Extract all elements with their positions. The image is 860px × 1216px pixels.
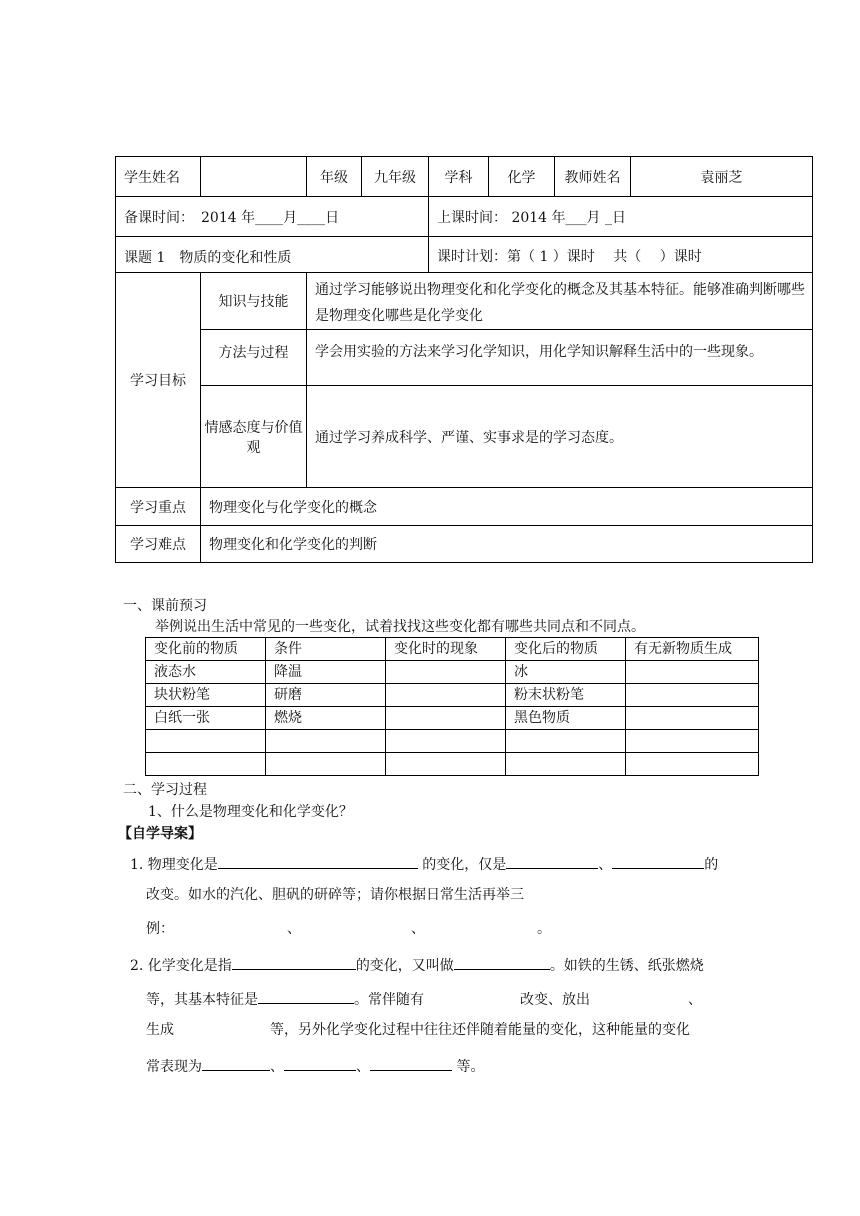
grade-value: 九年级 [362, 157, 429, 197]
physical-change-line-2: 改变。如水的汽化、胆矾的研碎等；请你根据日常生活再举三 [146, 887, 524, 903]
key-point-text: 物理变化与化学变化的概念 [201, 488, 813, 526]
table-cell: 黑色物质 [506, 707, 626, 730]
text-run: 1. 物理变化是 [130, 857, 218, 873]
goal-name-1: 知识与技能 [201, 273, 307, 330]
text-run: 、 [287, 921, 301, 937]
table-cell: 燃烧 [266, 707, 386, 730]
table-cell: 粉末状粉笔 [506, 684, 626, 707]
lesson-info-table [115, 156, 813, 563]
table-cell[interactable] [146, 730, 266, 753]
text-run: 等。 [452, 1059, 485, 1075]
difficult-point-text: 物理变化和化学变化的判断 [201, 526, 813, 563]
self-study-guide-heading: 【自学导案】 [118, 826, 202, 842]
table-cell[interactable] [386, 661, 506, 684]
text-run: 常表现为 [146, 1059, 202, 1075]
table-cell[interactable] [146, 753, 266, 776]
table-row [146, 730, 759, 753]
text-run: 的变化，又叫做 [355, 958, 454, 974]
table-row [146, 753, 759, 776]
difficult-point-label: 学习难点 [116, 526, 201, 563]
table-cell[interactable] [506, 730, 626, 753]
subject-label: 学科 [429, 157, 489, 197]
grade-label: 年级 [307, 157, 362, 197]
table-cell[interactable] [386, 707, 506, 730]
subject-value: 化学 [489, 157, 555, 197]
lesson-topic: 课题 1 物质的变化和性质 [116, 237, 429, 273]
text-run: 改变、放出 [520, 992, 590, 1008]
table-cell[interactable] [266, 730, 386, 753]
goal-text-2: 学会用实验的方法来学习化学知识，用化学知识解释生活中的一些现象。 [307, 330, 813, 386]
fill-blank[interactable] [232, 954, 356, 970]
table-cell: 研磨 [266, 684, 386, 707]
column-header: 有无新物质生成 [626, 638, 759, 661]
lesson-plan: 课时计划：第（ 1 ）课时 共（ ）课时 [429, 237, 813, 273]
text-run: 。如铁的生锈、纸张燃烧 [549, 958, 704, 974]
preview-header-row [146, 638, 759, 661]
student-name-label: 学生姓名 [116, 157, 201, 197]
table-cell[interactable] [626, 753, 759, 776]
fill-blank[interactable] [612, 853, 704, 869]
table-cell: 冰 [506, 661, 626, 684]
prep-time: 备课时间： 2014 年____月____日 [116, 197, 429, 237]
text-run: 、 [356, 1059, 370, 1075]
table-cell[interactable] [626, 707, 759, 730]
column-header: 变化时的现象 [386, 638, 506, 661]
section2-title: 二、学习过程 [123, 782, 207, 798]
table-row [146, 661, 759, 684]
column-header: 变化后的物质 [506, 638, 626, 661]
preview-table [145, 637, 759, 776]
physical-change-line-1 [130, 853, 718, 874]
table-cell[interactable] [386, 684, 506, 707]
table-cell: 块状粉笔 [146, 684, 266, 707]
text-run: 例： [146, 921, 174, 937]
table-cell[interactable] [266, 753, 386, 776]
text-run: 生成 [146, 1022, 174, 1038]
fill-blank[interactable] [202, 1055, 270, 1071]
column-header: 条件 [266, 638, 386, 661]
table-cell[interactable] [626, 684, 759, 707]
text-run: 、 [598, 857, 613, 873]
fill-blank[interactable] [506, 853, 598, 869]
teacher-label: 教师姓名 [555, 157, 631, 197]
fill-blank[interactable] [454, 954, 550, 970]
fill-blank[interactable] [284, 1055, 356, 1071]
table-row [146, 707, 759, 730]
table-cell: 降温 [266, 661, 386, 684]
teacher-value: 袁丽芝 [631, 157, 813, 197]
text-run: 、 [688, 992, 702, 1008]
question-1: 1、什么是物理变化和化学变化？ [148, 804, 353, 820]
chemical-change-line-2 [146, 988, 702, 1009]
section1-instruction: 举例说出生活中常见的一些变化，试着找找这些变化都有哪些共同点和不同点。 [155, 619, 645, 635]
section1-title: 一、课前预习 [123, 598, 207, 614]
table-cell[interactable] [386, 753, 506, 776]
fill-blank[interactable] [370, 1055, 452, 1071]
table-row [146, 684, 759, 707]
table-cell: 白纸一张 [146, 707, 266, 730]
chemical-change-line-4 [146, 1055, 484, 1076]
table-cell[interactable] [386, 730, 506, 753]
fill-blank[interactable] [258, 988, 354, 1004]
column-header: 变化前的物质 [146, 638, 266, 661]
table-cell[interactable] [506, 753, 626, 776]
table-cell: 液态水 [146, 661, 266, 684]
text-run: 。 [537, 921, 551, 937]
goal-name-2: 方法与过程 [201, 330, 307, 386]
text-run: 等，其基本特征是 [146, 992, 258, 1008]
key-point-label: 学习重点 [116, 488, 201, 526]
physical-change-line-3 [146, 920, 551, 938]
text-run: 2. 化学变化是指 [130, 958, 232, 974]
text-run: 、 [270, 1059, 284, 1075]
text-run: 的变化，仅是 [417, 857, 507, 873]
goal-text-3: 通过学习养成科学、严谨、实事求是的学习态度。 [307, 386, 813, 488]
goal-name-3: 情感态度与价值观 [201, 386, 307, 488]
text-run: 。常伴随有 [354, 992, 424, 1008]
student-name-field[interactable] [201, 157, 307, 197]
table-cell[interactable] [626, 661, 759, 684]
text-run: 的 [704, 857, 719, 873]
goal-text-1: 通过学习能够说出物理变化和化学变化的概念及其基本特征。能够准确判断哪些是物理变化哪些是化学变化 [307, 273, 813, 330]
fill-blank[interactable] [218, 853, 418, 869]
text-run: 、 [411, 921, 425, 937]
text-run: 等，另外化学变化过程中往往还伴随着能量的变化，这种能量的变化 [270, 1022, 690, 1038]
table-cell[interactable] [626, 730, 759, 753]
chemical-change-line-1 [130, 954, 704, 975]
chemical-change-line-3 [146, 1021, 690, 1039]
goals-label: 学习目标 [116, 273, 201, 488]
class-time: 上课时间： 2014 年___月 _日 [429, 197, 813, 237]
